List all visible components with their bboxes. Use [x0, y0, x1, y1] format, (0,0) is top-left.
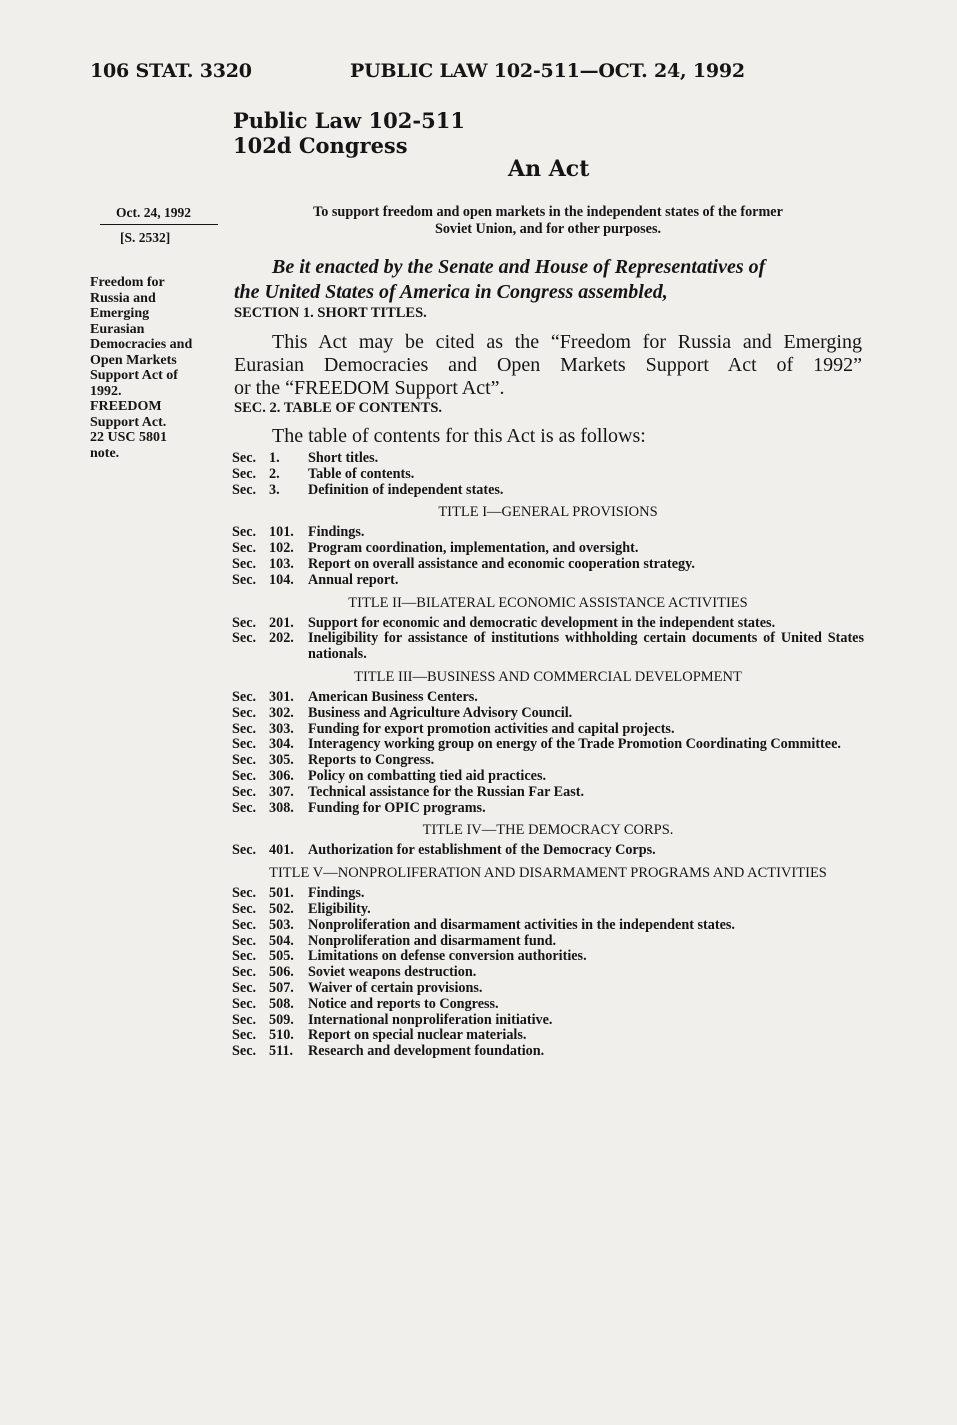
margin-note: Eurasian: [90, 321, 145, 337]
toc-sec-title: Eligibility.: [308, 900, 371, 917]
toc-sec-number: 503.: [269, 916, 294, 933]
toc-sec-title: Report on special nuclear materials.: [308, 1027, 527, 1044]
toc-sec-number: 2.: [269, 465, 280, 482]
toc-entry: [232, 1013, 864, 1029]
toc-entry: [232, 706, 864, 722]
toc-sec-label: Sec.: [232, 465, 257, 482]
toc-sec-number: 302.: [269, 704, 294, 721]
toc-sec-number: 507.: [269, 979, 294, 996]
margin-bill-number: [S. 2532]: [120, 230, 171, 245]
toc-sec-title: Nonproliferation and disarmament fund.: [308, 932, 557, 949]
toc-title-2-group: [232, 616, 864, 663]
table-of-contents: [232, 451, 864, 1060]
toc-sec-label: Sec.: [232, 979, 257, 996]
toc-entry: [232, 902, 864, 918]
toc-sec-title: Research and development foundation.: [308, 1043, 545, 1060]
toc-entry: [232, 557, 864, 573]
toc-entry: [232, 467, 864, 483]
section-1-line: Eurasian Democracies and Open Markets Support Act of 1992”: [234, 354, 862, 376]
toc-intro-group: [232, 451, 864, 498]
purpose-line: Soviet Union, and for other purposes.: [434, 221, 662, 237]
toc-title-5-group: [232, 886, 864, 1060]
toc-sec-number: 306.: [269, 767, 294, 784]
margin-note: Support Act of: [90, 368, 178, 383]
toc-sec-number: 102.: [269, 540, 294, 557]
toc-sec-label: Sec.: [232, 995, 257, 1012]
toc-sec-title: American Business Centers.: [308, 688, 478, 705]
toc-sec-number: 307.: [269, 783, 294, 800]
toc-sec-number: 101.: [269, 524, 294, 541]
section-1-text: [234, 331, 862, 400]
toc-entry: [232, 785, 864, 801]
section-2-heading: SEC. 2. TABLE OF CONTENTS.: [234, 400, 443, 416]
margin-note: Democracies and: [90, 337, 193, 352]
toc-sec-number: 308.: [269, 799, 294, 816]
toc-sec-number: 301.: [269, 688, 294, 705]
toc-sec-label: Sec.: [232, 752, 257, 769]
an-act-heading: An Act: [508, 156, 590, 182]
law-title-block: [233, 108, 465, 158]
enacting-clause: [234, 255, 862, 305]
toc-sec-number: 508.: [269, 995, 294, 1012]
enacting-line: the United States of America in Congress assembled,: [234, 281, 668, 303]
toc-sec-title: Nonproliferation and disarmament activities in the independent states.: [308, 916, 735, 933]
toc-title-heading: TITLE I—GENERAL PROVISIONS: [438, 504, 658, 521]
toc-sec-title: Program coordination, implementation, and oversight.: [308, 540, 639, 557]
toc-sec-title: Notice and reports to Congress.: [308, 995, 499, 1012]
toc-sec-number: 510.: [269, 1027, 294, 1044]
toc-sec-title: Business and Agriculture Advisory Council.: [308, 704, 573, 721]
margin-notes: [90, 275, 192, 461]
toc-sec-title: Short titles.: [308, 450, 379, 466]
toc-sec-title: Report on overall assistance and economic cooperation strategy.: [308, 555, 695, 572]
page-stat-citation: 106 STAT. 3320: [90, 60, 252, 82]
toc-sec-title: Funding for OPIC programs.: [308, 799, 486, 816]
toc-sec-label: Sec.: [232, 964, 257, 981]
toc-sec-number: 504.: [269, 932, 294, 949]
toc-entry: [232, 525, 864, 541]
toc-sec-title: Annual report.: [308, 571, 399, 588]
margin-note: note.: [90, 445, 120, 461]
toc-sec-number: 502.: [269, 900, 294, 917]
toc-sec-label: Sec.: [232, 767, 257, 784]
toc-sec-title: Reports to Congress.: [308, 752, 435, 769]
section-1-line: or the “FREEDOM Support Act”.: [234, 377, 505, 399]
toc-sec-number: 501.: [269, 885, 294, 902]
toc-sec-label: Sec.: [232, 540, 257, 557]
margin-note: Open Markets: [90, 352, 177, 368]
toc-sec-title: Policy on combatting tied aid practices.: [308, 767, 547, 784]
toc-sec-number: 506.: [269, 964, 294, 981]
toc-entry: [232, 690, 864, 706]
toc-entry: [232, 722, 864, 738]
toc-entry: [232, 1044, 864, 1060]
toc-sec-number: 304.: [269, 736, 294, 753]
section-1-heading: SECTION 1. SHORT TITLES.: [234, 305, 427, 321]
toc-entry: [232, 965, 864, 981]
toc-sec-label: Sec.: [232, 1043, 257, 1060]
toc-sec-title: Waiver of certain provisions.: [308, 979, 483, 996]
toc-sec-label: Sec.: [232, 614, 257, 631]
toc-entry: [232, 631, 864, 663]
toc-sec-label: Sec.: [232, 688, 257, 705]
toc-entry: [232, 1028, 864, 1044]
toc-sec-label: Sec.: [232, 1011, 257, 1028]
toc-entry: [232, 616, 864, 632]
toc-sec-label: Sec.: [232, 524, 257, 541]
act-purpose: [234, 204, 862, 238]
toc-sec-title: Interagency working group on energy of the Trade Promotion Coordinating Committee.: [308, 736, 841, 753]
purpose-line: To support freedom and open markets in the independent states of the former: [313, 204, 783, 220]
toc-sec-title: Definition of independent states.: [308, 481, 504, 498]
toc-sec-label: Sec.: [232, 720, 257, 737]
toc-sec-label: Sec.: [232, 630, 257, 647]
toc-title-heading: TITLE III—BUSINESS AND COMMERCIAL DEVELOPMENT: [354, 668, 742, 685]
toc-entry: [232, 843, 864, 859]
toc-sec-label: Sec.: [232, 885, 257, 902]
toc-entry: [232, 769, 864, 785]
toc-entry: [232, 934, 864, 950]
toc-entry: [232, 737, 864, 753]
toc-entry: [232, 997, 864, 1013]
margin-date: Oct. 24, 1992: [116, 205, 191, 220]
congress-number: 102d Congress: [233, 133, 408, 158]
margin-note: Freedom for: [90, 275, 165, 290]
section-2-intro: [234, 425, 862, 448]
toc-entry: [232, 981, 864, 997]
toc-sec-number: 511.: [269, 1043, 294, 1060]
toc-sec-title: Limitations on defense conversion authorities.: [308, 948, 587, 965]
toc-sec-number: 104.: [269, 571, 294, 588]
toc-sec-title: Findings.: [308, 524, 365, 541]
toc-title-heading: TITLE V—NONPROLIFERATION AND DISARMAMENT PROGRAMS AND ACTIVITIES: [269, 865, 827, 882]
toc-sec-number: 201.: [269, 614, 294, 631]
toc-entry: [232, 886, 864, 902]
toc-sec-label: Sec.: [232, 704, 257, 721]
toc-sec-title: Authorization for establishment of the Democracy Corps.: [308, 842, 656, 859]
toc-sec-number: 401.: [269, 842, 294, 859]
toc-entry: [232, 573, 864, 589]
running-header: PUBLIC LAW 102-511—OCT. 24, 1992: [350, 60, 745, 82]
toc-sec-number: 303.: [269, 720, 294, 737]
toc-title-heading: TITLE II—BILATERAL ECONOMIC ASSISTANCE ACTIVITIES: [348, 594, 748, 611]
toc-sec-number: 202.: [269, 630, 294, 647]
toc-sec-number: 509.: [269, 1011, 294, 1028]
toc-sec-label: Sec.: [232, 571, 257, 588]
toc-sec-title: Funding for export promotion activities and capital projects.: [308, 720, 675, 737]
toc-entry: [232, 949, 864, 965]
toc-sec-title: Table of contents.: [308, 465, 415, 482]
toc-entry: [232, 753, 864, 769]
section-1-line: This Act may be cited as the “Freedom for Russia and Emerging: [272, 331, 862, 353]
toc-sec-label: Sec.: [232, 481, 257, 498]
margin-note: Russia and: [90, 290, 156, 306]
toc-sec-title: Findings.: [308, 885, 365, 902]
toc-sec-label: Sec.: [232, 1027, 257, 1044]
toc-title-4-group: [232, 843, 864, 859]
toc-sec-label: Sec.: [232, 948, 257, 965]
margin-note: 22 USC 5801: [90, 430, 168, 445]
enacting-line: Be it enacted by the Senate and House of Representatives of: [272, 256, 766, 278]
toc-sec-label: Sec.: [232, 799, 257, 816]
toc-sec-number: 3.: [269, 481, 280, 498]
toc-title-1-group: [232, 525, 864, 588]
margin-note: 1992.: [90, 383, 122, 399]
margin-note: Support Act.: [90, 414, 167, 430]
margin-note: Emerging: [90, 306, 150, 321]
toc-sec-label: Sec.: [232, 450, 257, 466]
toc-sec-number: 505.: [269, 948, 294, 965]
toc-sec-number: 103.: [269, 555, 294, 572]
toc-entry: [232, 541, 864, 557]
toc-sec-number: 305.: [269, 752, 294, 769]
public-law-number: Public Law 102-511: [233, 108, 465, 133]
toc-sec-label: Sec.: [232, 555, 257, 572]
toc-sec-label: Sec.: [232, 842, 257, 859]
toc-title-heading: TITLE IV—THE DEMOCRACY CORPS.: [422, 822, 674, 839]
margin-note: FREEDOM: [90, 399, 162, 414]
toc-entry: [232, 451, 864, 467]
toc-sec-label: Sec.: [232, 900, 257, 917]
toc-sec-label: Sec.: [232, 932, 257, 949]
section-2-intro-text: The table of contents for this Act is as follows:: [272, 425, 646, 447]
toc-sec-title: Support for economic and democratic development in the independent states.: [308, 614, 776, 631]
toc-sec-label: Sec.: [232, 916, 257, 933]
toc-sec-title: Technical assistance for the Russian Far East.: [308, 783, 585, 800]
toc-entry: [232, 483, 864, 499]
toc-sec-label: Sec.: [232, 736, 257, 753]
toc-entry: [232, 801, 864, 817]
toc-sec-label: Sec.: [232, 783, 257, 800]
toc-title-3-group: [232, 690, 864, 816]
toc-sec-title: International nonproliferation initiative.: [308, 1011, 553, 1028]
toc-sec-title: Ineligibility for assistance of institutions withholding certain documents of United States nationals.: [308, 630, 864, 663]
toc-sec-number: 1.: [269, 450, 280, 466]
toc-entry: [232, 918, 864, 934]
toc-sec-title: Soviet weapons destruction.: [308, 964, 477, 981]
margin-rule: [100, 224, 218, 225]
